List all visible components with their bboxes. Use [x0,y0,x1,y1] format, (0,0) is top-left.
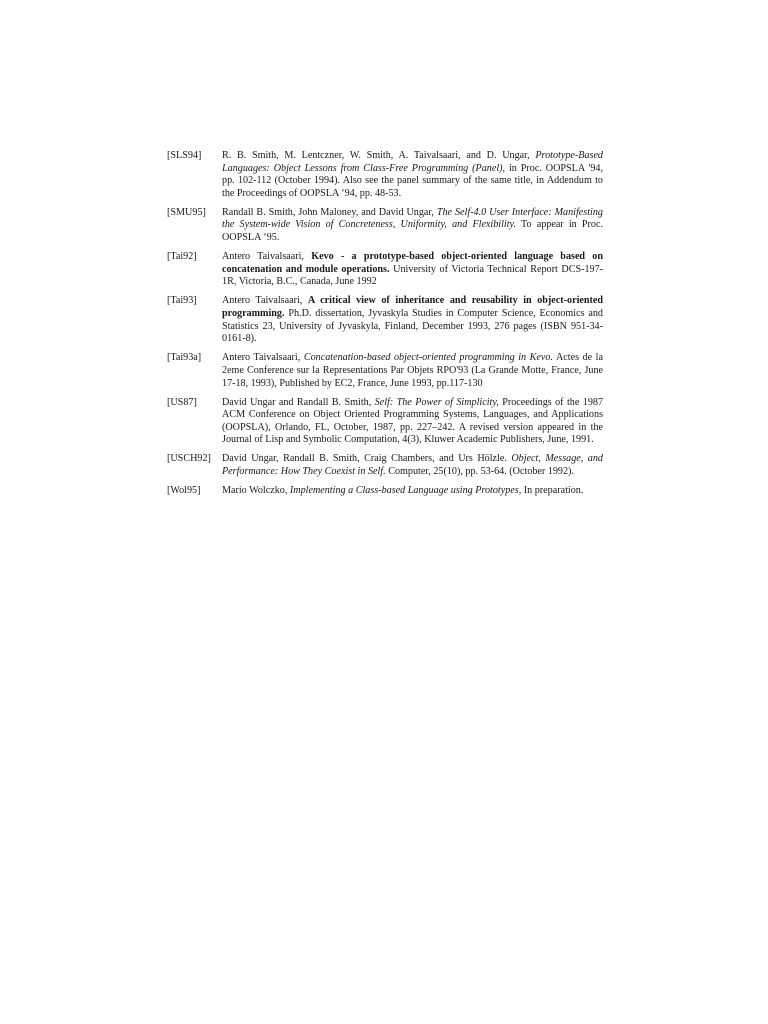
reference-key: [Tai93a] [167,352,202,364]
reference-text [222,251,603,289]
reference-key: [SLS94] [167,150,202,161]
reference-title: Kevo - a prototype-based object-oriented language based on concatenation and module operations. [222,251,603,275]
reference-segment: Antero Taivalsaari, [222,251,312,263]
reference-segment: Computer, 25(10), pp. 53-64. (October 1992). [385,466,574,478]
reference-segment: Antero Taivalsaari, [222,295,308,307]
reference-title: The Self-4.0 User Interface: Manifesting the System-wide Vision of Concreteness, Uniformity, and Flexibility. [222,206,603,231]
reference-segment: Actes de la 2eme Conference sur la Representations Par Objets RPO'93 (La Grande Motte, France, June 17-18, 1993), Published by EC2, France, June 1993, pp.117-130 [222,352,603,389]
reference-segment: Antero Taivalsaari, [222,352,304,364]
reference-entry [167,295,603,345]
reference-key: [Tai92] [167,251,197,263]
reference-text [222,397,603,447]
reference-segment: in Proc. OOPSLA '94, pp. 102-112 (October 1994). Also see the panel summary of the same title, in Addendum to the Proceedings of OOPSLA ‘94, pp. 48-53. [222,162,603,199]
reference-entry [167,251,603,289]
reference-text [222,453,603,478]
reference-entry [167,453,603,478]
reference-entry [167,485,603,498]
reference-key: [SMU95] [167,206,206,218]
reference-key: [Wol95] [167,485,201,497]
reference-segment: R. B. Smith, M. Lentczner, W. Smith, A. Taivalsaari, and D. Ungar, [222,150,536,161]
reference-entry [167,397,603,447]
reference-key: [US87] [167,396,197,408]
reference-text [222,485,603,498]
reference-segment: In preparation. [521,485,584,497]
reference-segment: Mario Wolczko, [222,485,290,497]
reference-entry [167,150,603,200]
reference-text [222,295,603,345]
reference-entry [167,207,603,245]
reference-segment: Randall B. Smith, John Maloney, and David Ungar, [222,206,437,218]
reference-text [222,352,603,390]
reference-text [222,207,603,245]
reference-title: Self: The Power of Simplicity, [374,396,499,408]
reference-title: A critical view of inheritance and reusability in object-oriented programming. [222,295,603,320]
reference-title: Prototype-Based Languages: Object Lessons from Class-Free Programming (Panel), [222,150,603,174]
reference-segment: David Ungar, Randall B. Smith, Craig Chambers, and Urs Hölzle. [222,453,512,465]
reference-segment: To appear in Proc. OOPSLA ‘95. [222,219,603,244]
reference-title: Implementing a Class-based Language using Prototypes, [289,485,522,497]
reference-entry [167,352,603,390]
reference-title: Concatenation-based object-oriented programming in Kevo. [303,352,553,364]
reference-title: Object, Message, and Performance: How They Coexist in Self. [222,453,603,478]
reference-key: [USCH92] [167,453,211,465]
reference-text [222,150,603,200]
reference-segment: University of Victoria Technical Report DCS-197-1R, Victoria, B.C., Canada, June 1992 [222,263,604,288]
reference-key: [Tai93] [167,295,197,307]
reference-segment: Ph.D. dissertation, Jyvaskyla Studies in Computer Science, Economics and Statistics 23, University of Jyvaskyla, Finland, December 1993, 276 pages (ISBN 951-34-0161-8). [222,308,603,345]
reference-segment: David Ungar and Randall B. Smith, [222,396,375,408]
reference-segment: Proceedings of the 1987 ACM Conference on Object Oriented Programming Systems, Languages, and Applications (OOPSLA), Orlando, FL, October, 1987, pp. 227–242. A revised version appeared in the Journal of Lisp and Symbolic Computation, 4(3), Kluwer Academic Publishers, June, 1991. [222,396,604,446]
reference-list [167,150,603,504]
